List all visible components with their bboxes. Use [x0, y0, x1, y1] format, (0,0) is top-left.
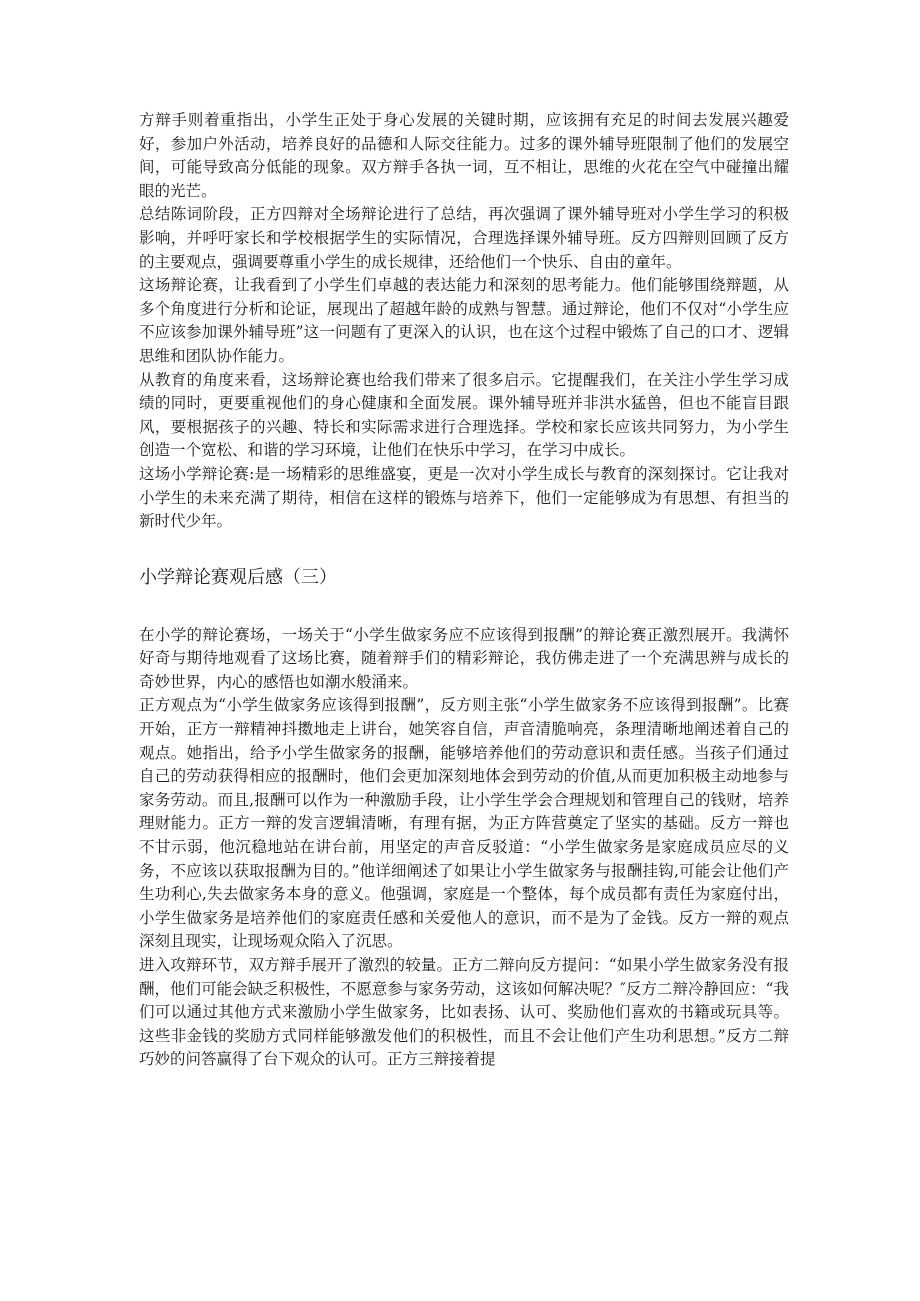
section-heading: 小学辩论赛观后感（三）: [139, 566, 337, 588]
section-1: [139, 109, 789, 534]
paragraph: 方辩手则着重指出，小学生正处于身心发展的关键时期，应该拥有充足的时间去发展兴趣爱好，参加户外活动，培养良好的品德和人际交往能力。过多的课外辅导班限制了他们的发展空间，可能导致高分低能的现象。双方辩手各执一词，互不相让，思维的火花在空气中碰撞出耀眼的光芒。: [139, 111, 789, 200]
document-page: [139, 109, 789, 1072]
paragraph: 在小学的辩论赛场，一场关于“小学生做家务应不应该得到报酬”的辩论赛正激烈展开。我满怀好奇与期待地观看了这场比赛，随着辩手们的精彩辩论，我仿佛走进了一个充满思辨与成长的奇妙世界，内心的感悟也如潮水般涌来。: [139, 625, 789, 691]
paragraph: 这场小学辩论赛:是一场精彩的思维盛宴，更是一次对小学生成长与教育的深刻探讨。它让我对小学生的未来充满了期待，相信在这样的锻炼与培养下，他们一定能够成为有思想、有担当的新时代少年。: [139, 464, 789, 531]
paragraph: 进入攻辩环节，双方辩手展开了激烈的较量。正方二辩向反方提问：“如果小学生做家务没有报酬，他们可能会缺乏积极性，不愿意参与家务劳动，这该如何解决呢？″反方二辩冷静回应：“我们可以通过其他方式来激励小学生做家务，比如表扬、认可、奖励他们喜欢的书籍或玩具等。这些非金钱的奖励方式同样能够激发他们的积极性，而且不会让他们产生功利思想。”反方二辩巧妙的问答赢得了台下观众的认可。正方三辩接着提: [139, 956, 789, 1069]
paragraph: 从教育的角度来看，这场辩论赛也给我们带来了很多启示。它提醒我们，在关注小学生学习成绩的同时，更要重视他们的身心健康和全面发展。课外辅导班并非洪水猛兽，但也不能盲目跟风，要根据孩子的兴趣、特长和实际需求进行合理选择。学校和家长应该共同努力，为小学生创造一个宽松、和谐的学习环境，让他们在快乐中学习，在学习中成长。: [139, 370, 789, 460]
paragraph: 总结陈词阶段，正方四辩对全场辩论进行了总结，再次强调了课外辅导班对小学生学习的积极影响，并呼吁家长和学校根据学生的实际情况，合理选择课外辅导班。反方四辩则回顾了反方的主要观点，强调要尊重小学生的成长规律，还给他们一个快乐、自由的童年。: [139, 205, 789, 271]
section-2: [139, 624, 789, 1072]
paragraph: 这场辩论赛，让我看到了小学生们卓越的表达能力和深刻的思考能力。他们能够围绕辩题，从多个角度进行分析和论证，展现出了超越年龄的成熟与智慧。通过辩论，他们不仅对“小学生应不应该参加课外辅导班”这一问题有了更深入的认识，也在这个过程中锻炼了自己的口才、逻辑思维和团队协作能力。: [139, 276, 789, 365]
paragraph: 正方观点为“小学生做家务应该得到报酬”，反方则主张“小学生做家务不应该得到报酬”。比赛开始，正方一辩精神抖擞地走上讲台，她笑容自信，声音清脆响亮，条理清晰地阐述着自己的观点。她指出，给予小学生做家务的报酬，能够培养他们的劳动意识和责任感。当孩子们通过自己的劳动获得相应的报酬时，他们会更加深刻地体会到劳动的价值,从而更加积极主动地参与家务劳动。而且,报酬可以作为一种激励手段，让小学生学会合理规划和管理自己的钱财，培养理财能力。正方一辩的发言逻辑清晰，有理有据，为正方阵营奠定了坚实的基础。反方一辩也不甘示弱，他沉稳地站在讲台前，用坚定的声音反驳道：“小学生做家务是家庭成员应尽的义务，不应该以获取报酬为目的。”他详细阐述了如果让小学生做家务与报酬挂钩,可能会让他们产生功利心,失去做家务本身的意义。他强调，家庭是一个整体，每个成员都有责任为家庭付出，小学生做家务是培养他们的家庭责任感和关爱他人的意识，而不是为了金钱。反方一辩的观点深刻且现实，让现场观众陷入了沉思。: [139, 696, 789, 951]
